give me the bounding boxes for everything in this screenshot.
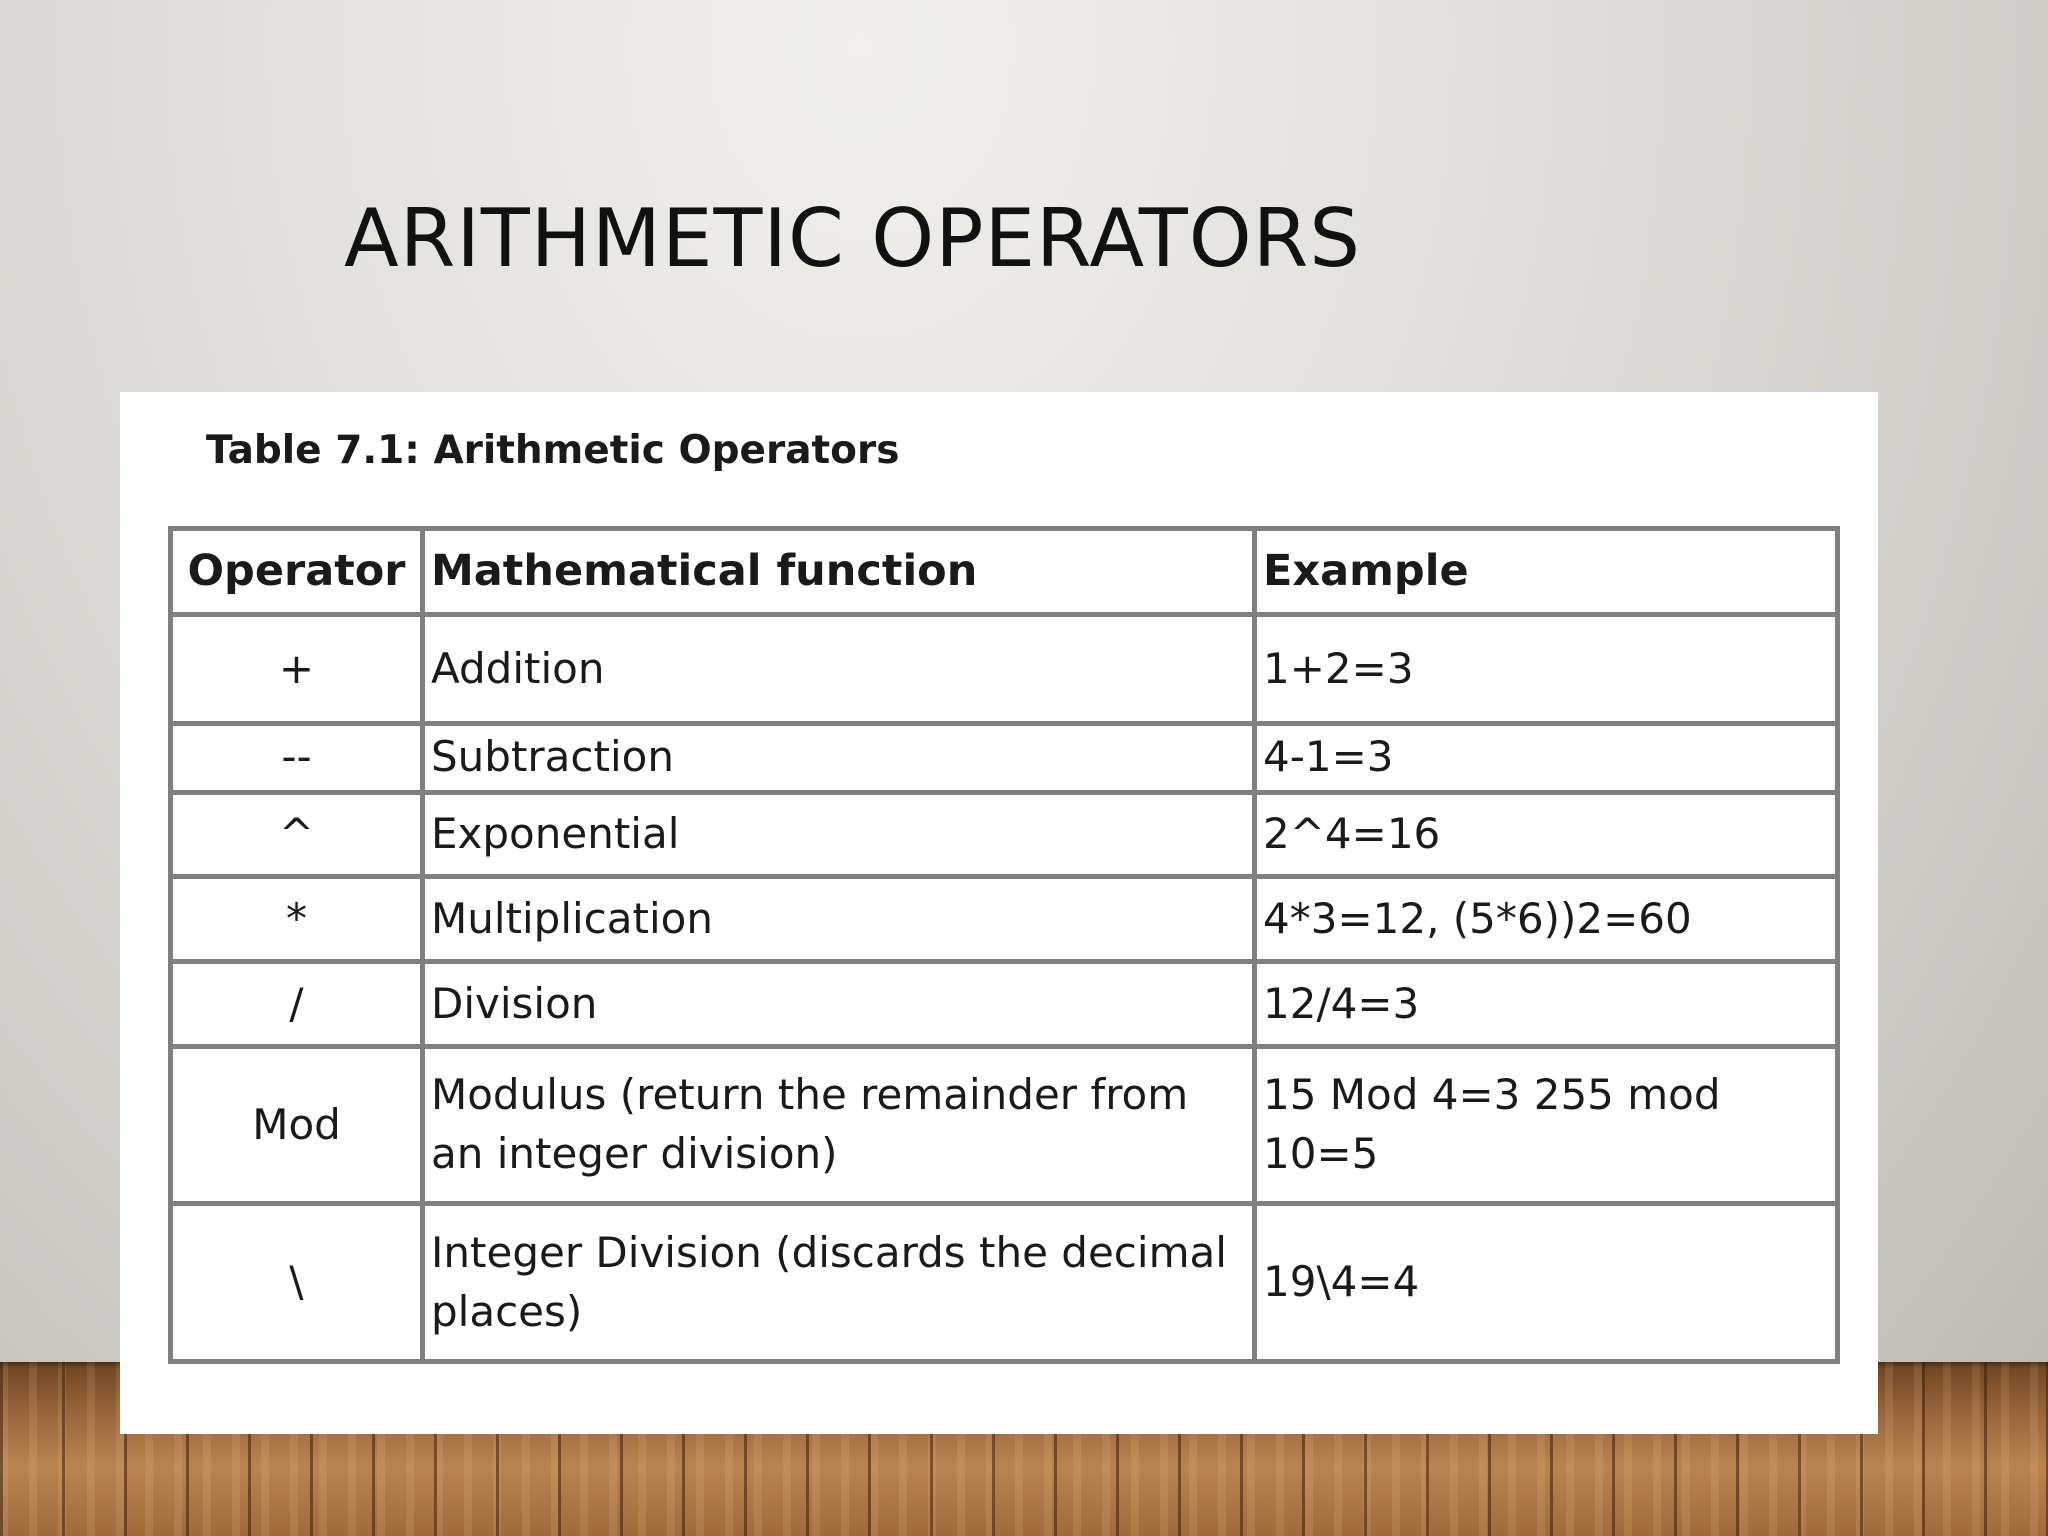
cell-operator: * (171, 877, 423, 962)
table-row (171, 962, 1838, 1047)
cell-example: 4-1=3 (1255, 724, 1838, 793)
cell-example: 12/4=3 (1255, 962, 1838, 1047)
table-row (171, 877, 1838, 962)
cell-function: Exponential (423, 792, 1255, 877)
table-row (171, 1047, 1838, 1204)
cell-operator: / (171, 962, 423, 1047)
table-row (171, 615, 1838, 724)
cell-operator: Mod (171, 1047, 423, 1204)
cell-operator: \ (171, 1204, 423, 1362)
header-function: Mathematical function (423, 529, 1255, 615)
table-caption: Table 7.1: Arithmetic Operators (206, 428, 900, 473)
cell-example: 2^4=16 (1255, 792, 1838, 877)
header-operator: Operator (171, 529, 423, 615)
cell-operator: + (171, 615, 423, 724)
cell-operator: ^ (171, 792, 423, 877)
operators-table (168, 526, 1840, 1364)
cell-function: Subtraction (423, 724, 1255, 793)
cell-example: 4*3=12, (5*6))2=60 (1255, 877, 1838, 962)
cell-example: 1+2=3 (1255, 615, 1838, 724)
cell-function: Integer Division (discards the decimal places) (423, 1204, 1255, 1362)
cell-operator: -- (171, 724, 423, 793)
cell-example: 19\4=4 (1255, 1204, 1838, 1362)
cell-function: Multiplication (423, 877, 1255, 962)
cell-function: Division (423, 962, 1255, 1047)
cell-function: Addition (423, 615, 1255, 724)
table-header-row (171, 529, 1838, 615)
slide-title: ARITHMETIC OPERATORS (344, 192, 1362, 285)
cell-function: Modulus (return the remainder from an integer division) (423, 1047, 1255, 1204)
cell-example: 15 Mod 4=3 255 mod 10=5 (1255, 1047, 1838, 1204)
header-example: Example (1255, 529, 1838, 615)
table-row (171, 1204, 1838, 1362)
table-row (171, 724, 1838, 793)
table-row (171, 792, 1838, 877)
